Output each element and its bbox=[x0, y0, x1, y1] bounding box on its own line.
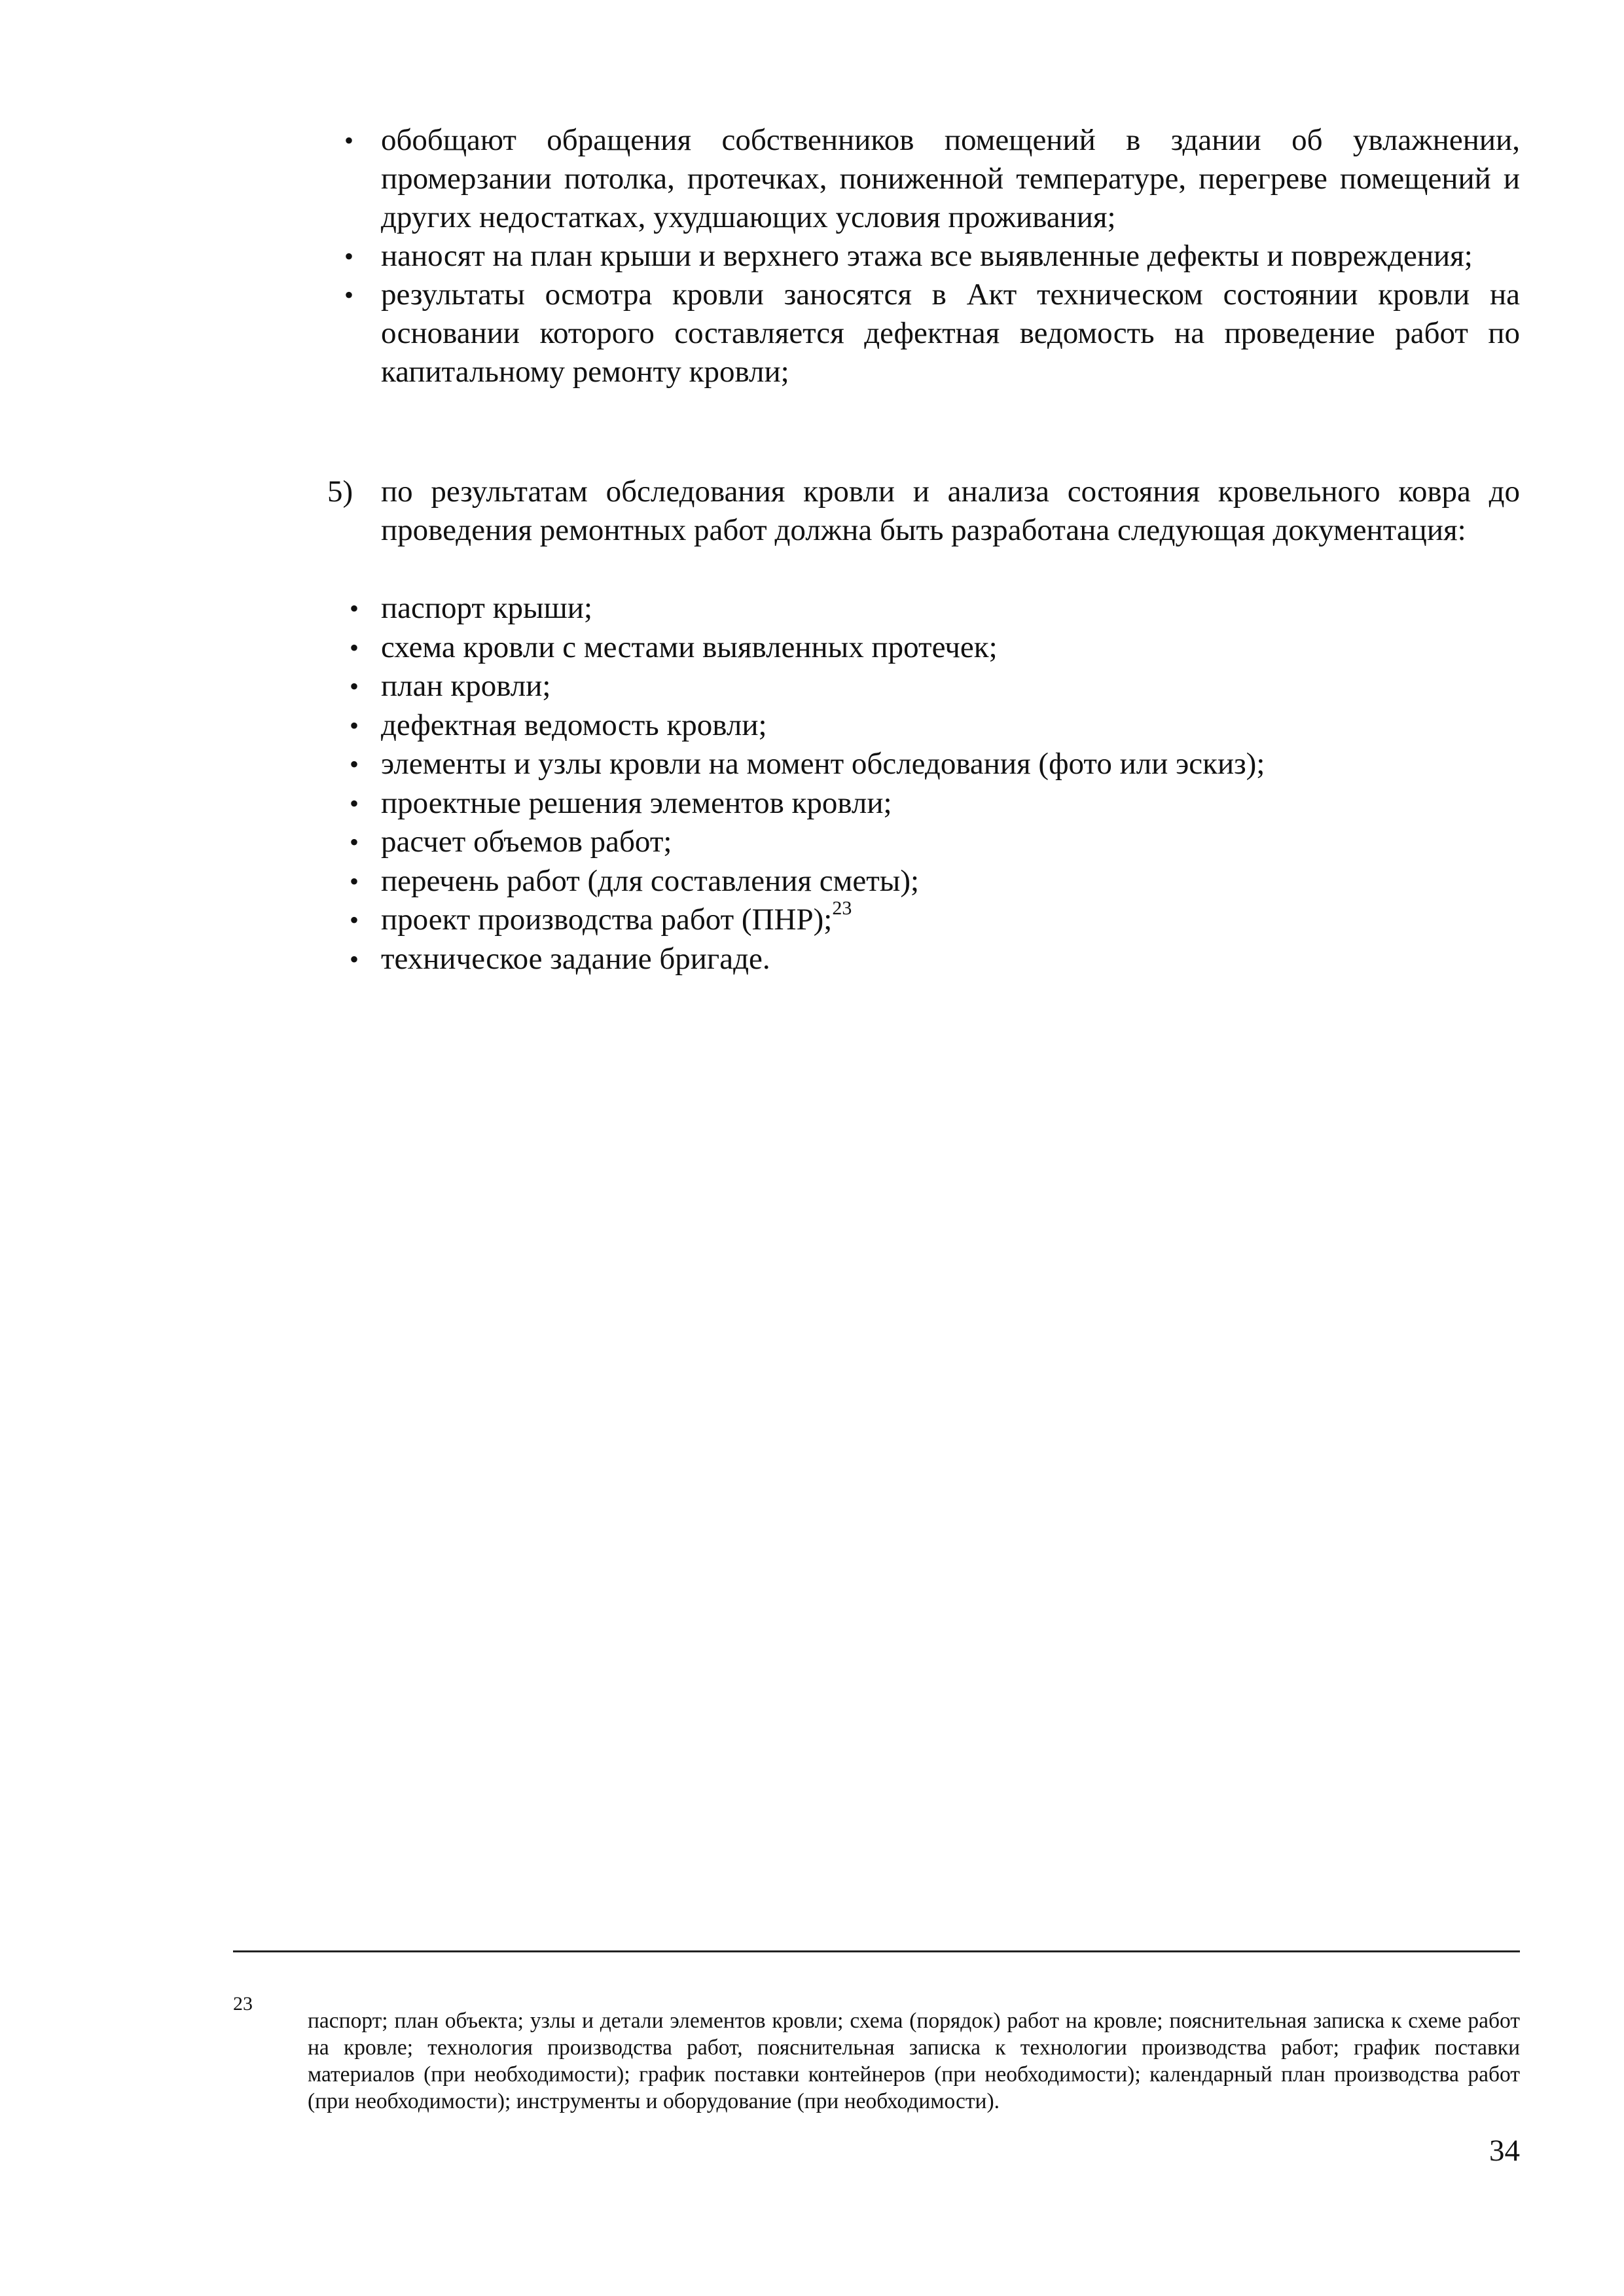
list-item bbox=[349, 784, 1520, 823]
item-text: по результатам обследования кровли и анализа состояния кровельного ковра до проведения ремонтных работ должна быть разработана следующая документация: bbox=[381, 475, 1520, 547]
list-item bbox=[344, 276, 1520, 391]
list-item bbox=[349, 823, 1520, 862]
bullet-icon: • bbox=[349, 788, 359, 818]
bullet-icon: • bbox=[344, 242, 354, 271]
bullet-icon: • bbox=[349, 944, 359, 974]
list-item bbox=[349, 940, 1520, 979]
bullet-icon: • bbox=[349, 905, 359, 935]
bullet-icon: • bbox=[349, 749, 359, 779]
footnote-mark: 23 bbox=[233, 1993, 253, 2015]
list-item bbox=[349, 745, 1520, 784]
bullet-icon: • bbox=[344, 280, 354, 310]
list-item bbox=[344, 121, 1520, 237]
list-item bbox=[349, 706, 1520, 745]
list-item bbox=[349, 628, 1520, 668]
list-item bbox=[349, 862, 1520, 901]
bullet-icon: • bbox=[349, 632, 359, 662]
top-bullet-list bbox=[344, 121, 1520, 391]
documentation-list bbox=[349, 589, 1520, 978]
list-item-text: техническое задание бригаде. bbox=[381, 941, 770, 976]
list-item-text: дефектная ведомость кровли; bbox=[381, 708, 767, 742]
list-item-text: план кровли; bbox=[381, 669, 551, 703]
list-item-text: перечень работ (для составления сметы); bbox=[381, 863, 920, 898]
bullet-icon: • bbox=[349, 866, 359, 896]
item-number: 5) bbox=[327, 475, 353, 509]
list-item-text: обобщают обращения собственников помещений в здании об увлажнении, промерзании потолка, протечках, пониженной температуре, перегреве помещений и других недостатках, ухудшающих условия проживания; bbox=[381, 123, 1520, 234]
bullet-icon: • bbox=[349, 672, 359, 701]
list-item bbox=[344, 237, 1520, 276]
footnote-text: паспорт; план объекта; узлы и детали элементов кровли; схема (порядок) работ на кровле; пояснительная записка к схеме работ на кровле; технология производства работ, пояснительная записка к технологии производства работ; график поставки материалов (при необходимости); график поставки контейнеров (при необходимости); календарный план производства работ (при необходимости); инструменты и оборудование (при необходимости). bbox=[308, 2009, 1520, 2113]
bullet-icon: • bbox=[349, 710, 359, 740]
page-number: 34 bbox=[1489, 2134, 1520, 2168]
bullet-icon: • bbox=[349, 594, 359, 623]
list-item-text: проектные решения элементов кровли; bbox=[381, 785, 892, 820]
list-item-text: результаты осмотра кровли заносятся в Акт техническом состоянии кровли на основании которого составляется дефектная ведомость на проведение работ по капитальному ремонту кровли; bbox=[381, 278, 1520, 389]
list-item-text: наносят на план крыши и верхнего этажа все выявленные дефекты и повреждения; bbox=[381, 239, 1473, 273]
list-item-text: расчет объемов работ; bbox=[381, 825, 672, 859]
footnote-separator bbox=[233, 1950, 1520, 1952]
bullet-icon: • bbox=[344, 126, 354, 155]
list-item-text: схема кровли с местами выявленных протечек; bbox=[381, 630, 998, 664]
list-item-text: элементы и узлы кровли на момент обследования (фото или эскиз); bbox=[381, 747, 1265, 781]
list-item bbox=[349, 667, 1520, 706]
list-item bbox=[349, 589, 1520, 628]
bullet-icon: • bbox=[349, 827, 359, 857]
list-item bbox=[349, 897, 1520, 940]
list-item-text: паспорт крыши; bbox=[381, 591, 593, 625]
list-item-text: проект производства работ (ПНР); bbox=[381, 903, 833, 937]
footnote-reference[interactable]: 23 bbox=[832, 897, 852, 920]
